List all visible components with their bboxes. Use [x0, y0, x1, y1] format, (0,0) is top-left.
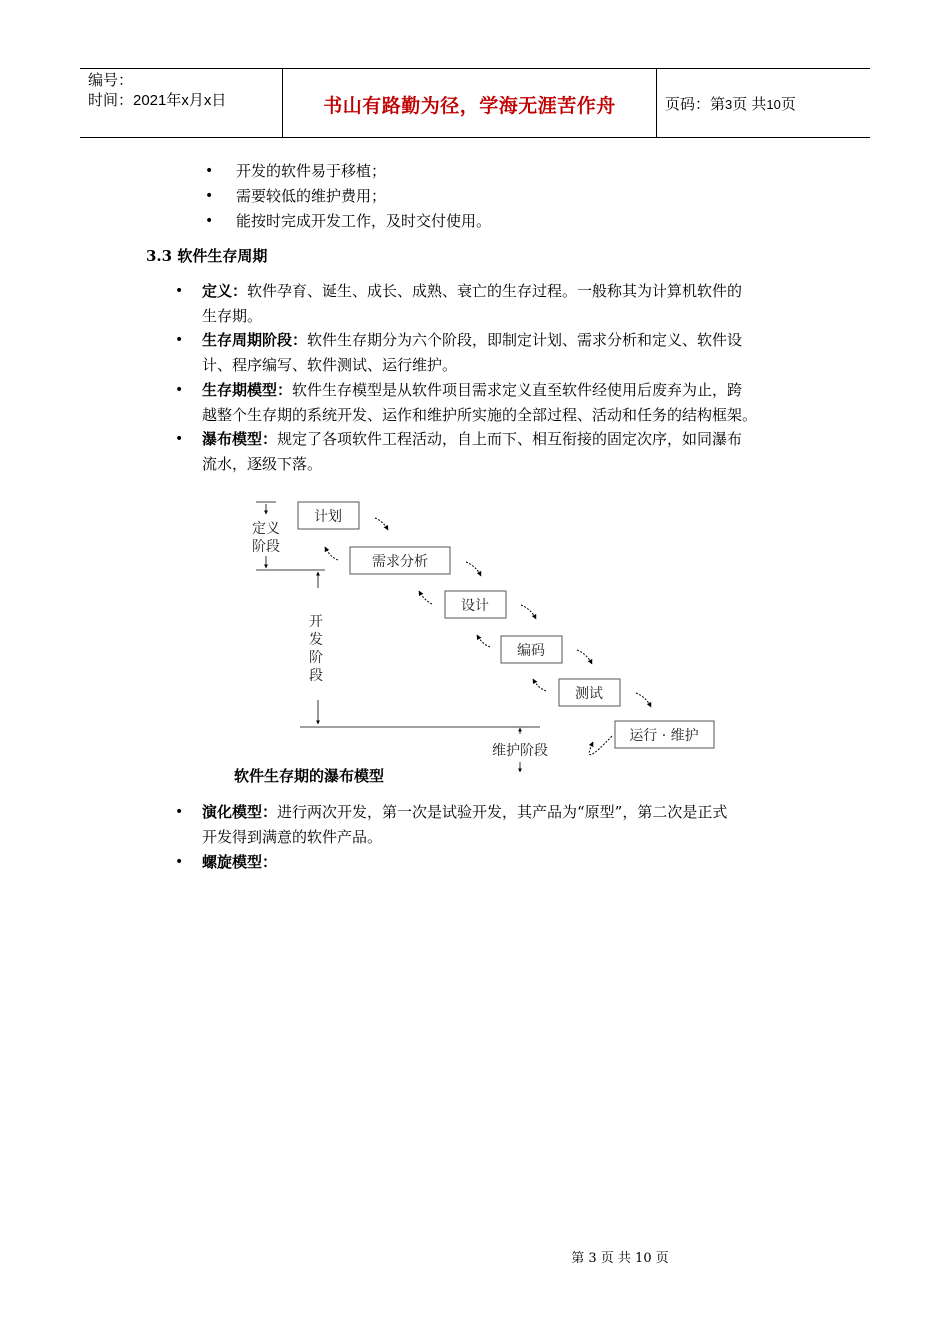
bullet-dot-icon: •	[175, 382, 184, 398]
arrow-down-icon	[375, 518, 388, 530]
stage-box-requirements	[350, 547, 450, 574]
section-heading: 3.3 软件生存周期	[146, 247, 268, 265]
header-page-number: 页码：第3页 共10页	[665, 96, 796, 113]
arrow-back-icon	[533, 679, 546, 691]
arrow-back-icon	[325, 547, 338, 560]
term-label: 瀑布模型：	[202, 430, 278, 448]
bullet-dot-icon: •	[175, 431, 184, 447]
header-page-cell	[656, 69, 870, 137]
bullet-dot-icon: •	[175, 804, 184, 820]
term-label: 生存期模型：	[202, 381, 293, 399]
arrow-down-icon	[521, 605, 536, 619]
term-label: 演化模型：	[202, 803, 278, 821]
stage-box-plan	[298, 502, 359, 529]
stage-box-coding	[501, 636, 562, 663]
bullet-dot-icon: •	[205, 213, 214, 229]
header-motto: 书山有路勤为径，学海无涯苦作舟	[323, 95, 616, 117]
svg-text:测试: 测试	[575, 686, 603, 702]
arrow-down-icon	[466, 562, 481, 576]
diagram-caption: 软件生存期的瀑布模型	[234, 767, 385, 785]
svg-text:运行 · 维护: 运行 · 维护	[629, 728, 699, 744]
phase-brackets	[256, 502, 540, 772]
bullet-dot-icon: •	[175, 854, 184, 870]
svg-text:需求分析: 需求分析	[372, 554, 428, 570]
stage-box-testing	[559, 679, 620, 706]
phase-dev-label: 段	[309, 668, 323, 684]
phase-define-label: 定义	[252, 521, 280, 537]
phase-dev-label: 阶	[309, 650, 323, 666]
svg-text:设计: 设计	[461, 598, 489, 614]
term-label: 生存周期阶段：	[202, 331, 308, 349]
document-time-label: 时间：2021年x月x日	[88, 92, 227, 109]
stage-box-operation	[615, 721, 714, 748]
bullet-dot-icon: •	[175, 332, 184, 348]
feedback-arrows	[325, 547, 612, 755]
arrow-down-icon	[636, 693, 651, 707]
loop-arrow-icon	[589, 736, 612, 755]
svg-text:编码: 编码	[517, 643, 545, 659]
phase-dev-label: 开	[309, 614, 323, 630]
bullet-dot-icon: •	[175, 283, 184, 299]
bullet-dot-icon: •	[205, 163, 214, 179]
phase-dev-label: 发	[309, 632, 323, 648]
svg-text:计划: 计划	[314, 509, 342, 525]
bullet-dot-icon: •	[205, 188, 214, 204]
phase-maintain-label: 维护阶段	[492, 743, 548, 759]
stage-box-design	[445, 591, 506, 618]
header-left-cell	[80, 69, 282, 137]
waterfall-diagram	[220, 490, 740, 780]
term-label: 螺旋模型：	[202, 853, 278, 871]
page-header	[80, 68, 870, 138]
arrow-back-icon	[477, 635, 490, 647]
arrow-down-icon	[577, 650, 592, 664]
term-label: 定义：	[202, 282, 248, 300]
header-motto-cell	[282, 69, 657, 137]
phase-define-label: 阶段	[252, 539, 280, 555]
page-footer: 第 3 页 共 10 页	[571, 1251, 669, 1266]
arrow-back-icon	[419, 591, 432, 604]
document-number-label: 编号：	[88, 72, 134, 89]
